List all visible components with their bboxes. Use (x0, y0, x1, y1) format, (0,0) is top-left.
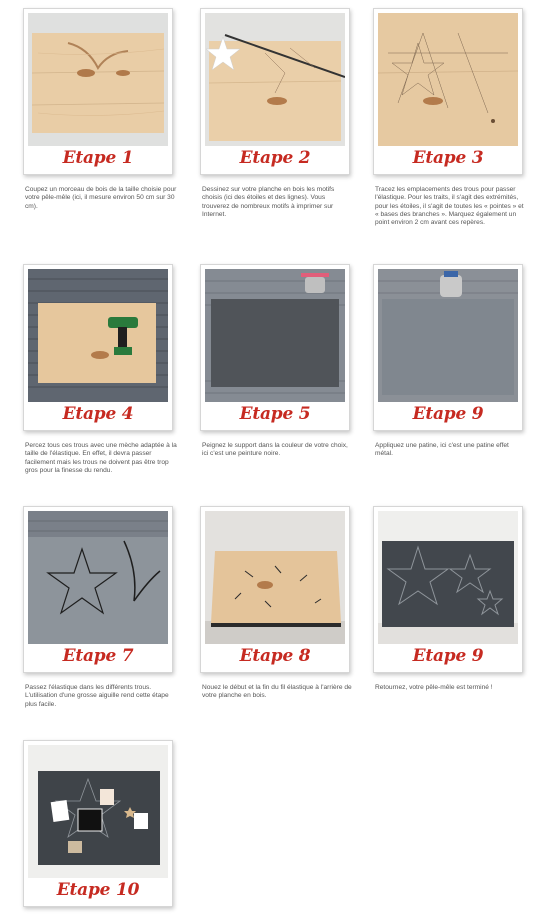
step-1 (23, 8, 177, 211)
step-7 (23, 506, 173, 709)
step-title: Etape 1 (62, 148, 134, 168)
step-description: Passez l'élastique dans les différents trous. L'utilisation d'une grosse aiguille rend cette étape plus facile. (25, 684, 169, 708)
step-card (23, 8, 173, 175)
step-title: Etape 4 (62, 404, 134, 424)
step-card (23, 740, 173, 907)
step-photo-finished-board (378, 511, 518, 644)
step-card (373, 264, 523, 431)
step-3 (373, 8, 523, 227)
step-9 (373, 506, 523, 692)
step-photo-back-of-plank (205, 511, 345, 644)
step-photo-metal-patina (378, 269, 518, 402)
step-card (373, 506, 523, 673)
step-title: Etape 5 (239, 404, 311, 424)
step-description: Appliquez une patine, ici c'est une patine effet métal. (375, 442, 509, 458)
step-title: Etape 2 (239, 148, 311, 168)
step-card (200, 8, 350, 175)
step-6 (373, 264, 523, 459)
step-description: Tracez les emplacements des trous pour passer l'élastique. Pour les traits, il s'agit des extrémités, pour les étoiles, il s'agit de toutes les « pointes » et « bases des branches ». Marquez également un point environ 2 cm avant ces repères. (375, 186, 524, 227)
step-description: Nouez le début et la fin du fil élastique à l'arrière de votre planche en bois. (202, 684, 352, 700)
step-photo-black-paint (205, 269, 345, 402)
step-title: Etape 3 (412, 148, 484, 168)
step-description: Peignez le support dans la couleur de votre choix, ici c'est une peinture noire. (202, 442, 348, 458)
step-title: Etape 10 (56, 880, 140, 900)
step-card (200, 264, 350, 431)
step-description: Dessinez sur votre planche en bois les motifs choisis (ici des étoiles et des lignes). Vous trouverez de nombreux motifs à imprimer sur Internet. (202, 186, 335, 218)
step-8 (200, 506, 350, 701)
step-title: Etape 9 (412, 404, 484, 424)
step-photo-wood-plank (28, 13, 168, 146)
step-photo-marked-holes (378, 13, 518, 146)
step-photo-threading-elastic (28, 511, 168, 644)
step-2 (200, 8, 350, 219)
step-photo-drilling (28, 269, 168, 402)
step-card (23, 264, 173, 431)
step-description: Percez tous ces trous avec une mèche adaptée à la taille de l'élastique. En effet, il devra passer facilement mais les trous ne doivent pas être trop gros pour la finesse du rendu. (25, 442, 177, 474)
step-photo-drawing-stars (205, 13, 345, 146)
step-photo-board-in-use (28, 745, 168, 878)
step-card (373, 8, 523, 175)
step-5 (200, 264, 350, 459)
step-card (23, 506, 173, 673)
step-title: Etape 9 (412, 646, 484, 666)
step-title: Etape 8 (239, 646, 311, 666)
step-card (200, 506, 350, 673)
step-4 (23, 264, 177, 475)
step-10 (23, 740, 173, 907)
step-title: Etape 7 (62, 646, 134, 666)
step-description: Coupez un morceau de bois de la taille choisie pour votre pêle-mêle (ici, il mesure environ 50 cm sur 30 cm). (25, 186, 177, 210)
step-description: Retournez, votre pêle-mêle est terminé ! (375, 684, 493, 691)
